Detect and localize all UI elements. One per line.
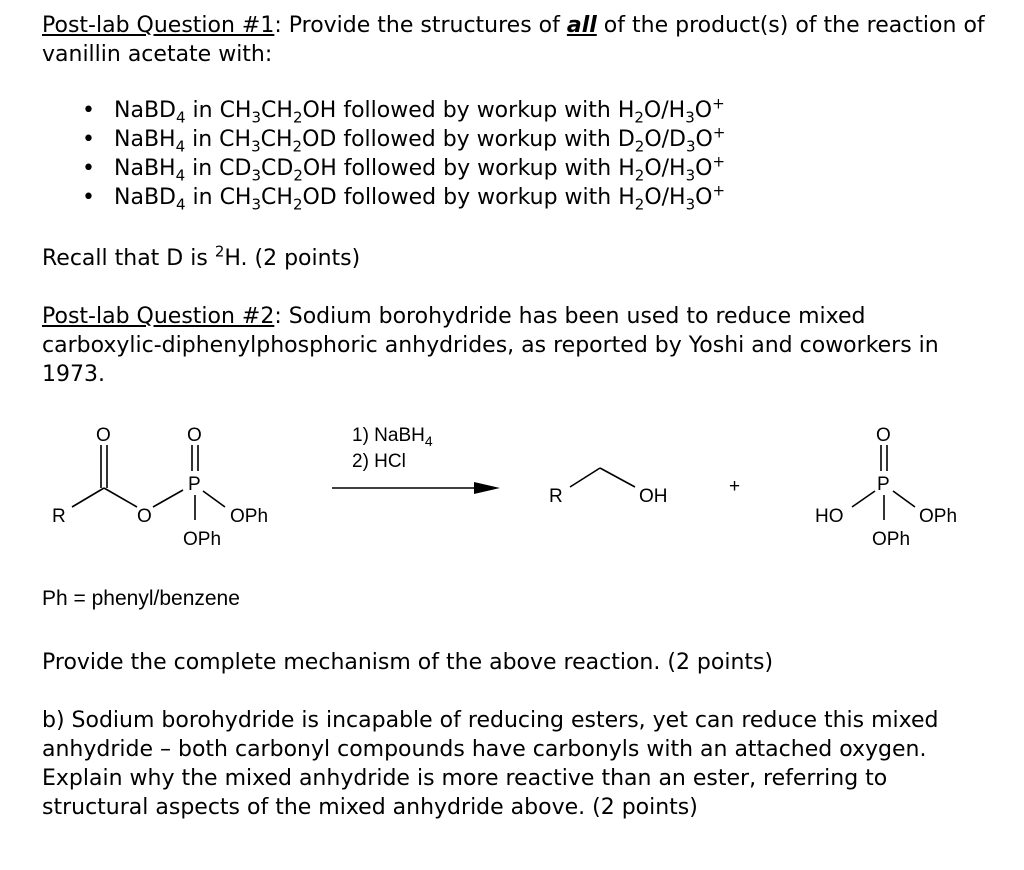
mechanism-prompt: Provide the complete mechanism of the above reaction. (2 points) (42, 650, 774, 675)
condition-step-2: 2) HCl (352, 451, 406, 472)
list-item: • NaBH$_4$ in $CD_3CD_2OH$ followed by workup with $H_2O/H_3O^+$ (82, 152, 726, 185)
bullet-dot: • (82, 127, 95, 152)
list-item: • NaBD$_4$ in $CH_3CH_2OD$ followed by workup with $H_2O/H_3O^+$ (82, 181, 726, 214)
reactant-bridge-o: O (137, 506, 152, 527)
list-item: • NaBD$_4$ in $CH_3CH_2OH$ followed by workup with $H_2O/H_3O^+$ (82, 94, 725, 127)
emphasis-all: all (566, 13, 597, 38)
bond-r-ch2 (570, 468, 600, 487)
product-phosphate-o: O (876, 425, 891, 446)
product-phosphate-ho: HO (815, 506, 844, 527)
bond-ho-p (852, 491, 875, 507)
plus-sign: + (729, 476, 741, 497)
recall-note: Recall that D is $^2$H. (2 points) (42, 242, 361, 271)
product-alcohol-r: R (549, 486, 563, 507)
bullet-dot: • (82, 98, 95, 123)
part-b-prompt: b) Sodium borohydride is incapable of reducing esters, yet can reduce this mixed anhydride – both carbonyl compounds have carbonyls with an attached oxygen. Explain why the mixed anhydride is more reactive than an ester, referring to structural aspects of the mixed anhydride above. (2 points) (42, 708, 939, 820)
question-1-prompt (42, 11, 992, 69)
bond-p2-oph (893, 491, 915, 507)
question-1-intro-b: of the product(s) of the reaction of vanillin acetate with: (42, 13, 985, 67)
phenyl-definition: Ph = phenyl/benzene (42, 587, 240, 610)
question-2-prompt (42, 302, 972, 389)
reaction-arrow-head (474, 482, 500, 494)
question-2-label: Post-lab Question #2 (42, 304, 275, 329)
bullet-dot: • (82, 185, 95, 210)
list-item: • NaBH$_4$ in $CH_3CH_2OD$ followed by workup with $D_2O/D_3O^+$ (82, 123, 726, 156)
question-1-label: Post-lab Question #1 (42, 13, 275, 38)
reactant-r: R (52, 506, 66, 527)
bond-r-c (72, 488, 104, 507)
question-2-text: : Sodium borohydride has been used to reduce mixed carboxylic-diphenylphosphoric anhydrides, as reported by Yoshi and coworkers in 1973. (42, 304, 939, 387)
bond-o-p (153, 490, 183, 507)
reactant-p: P (188, 474, 201, 495)
product-alcohol-oh: OH (639, 486, 668, 507)
product-phosphate-p: P (877, 474, 890, 495)
bond-c-o (104, 488, 137, 507)
product-phosphate-oph-right: OPh (919, 506, 958, 527)
reactant-phosphoryl-o: O (187, 425, 202, 446)
question-1-intro-a: : Provide the structures of (274, 13, 567, 38)
reactant-oph-right: OPh (230, 506, 269, 527)
reagent-list (42, 96, 725, 212)
reaction-scheme (0, 415, 1024, 565)
bond-ch2-oh (600, 468, 635, 487)
reactant-carbonyl-o: O (96, 425, 111, 446)
bond-p-oph (203, 491, 225, 507)
reactant-oph-bottom: OPh (183, 529, 222, 550)
product-phosphate-oph-bottom: OPh (872, 529, 911, 550)
bullet-dot: • (82, 156, 95, 181)
condition-step-1: 1) NaBH$_4$ (352, 425, 433, 449)
